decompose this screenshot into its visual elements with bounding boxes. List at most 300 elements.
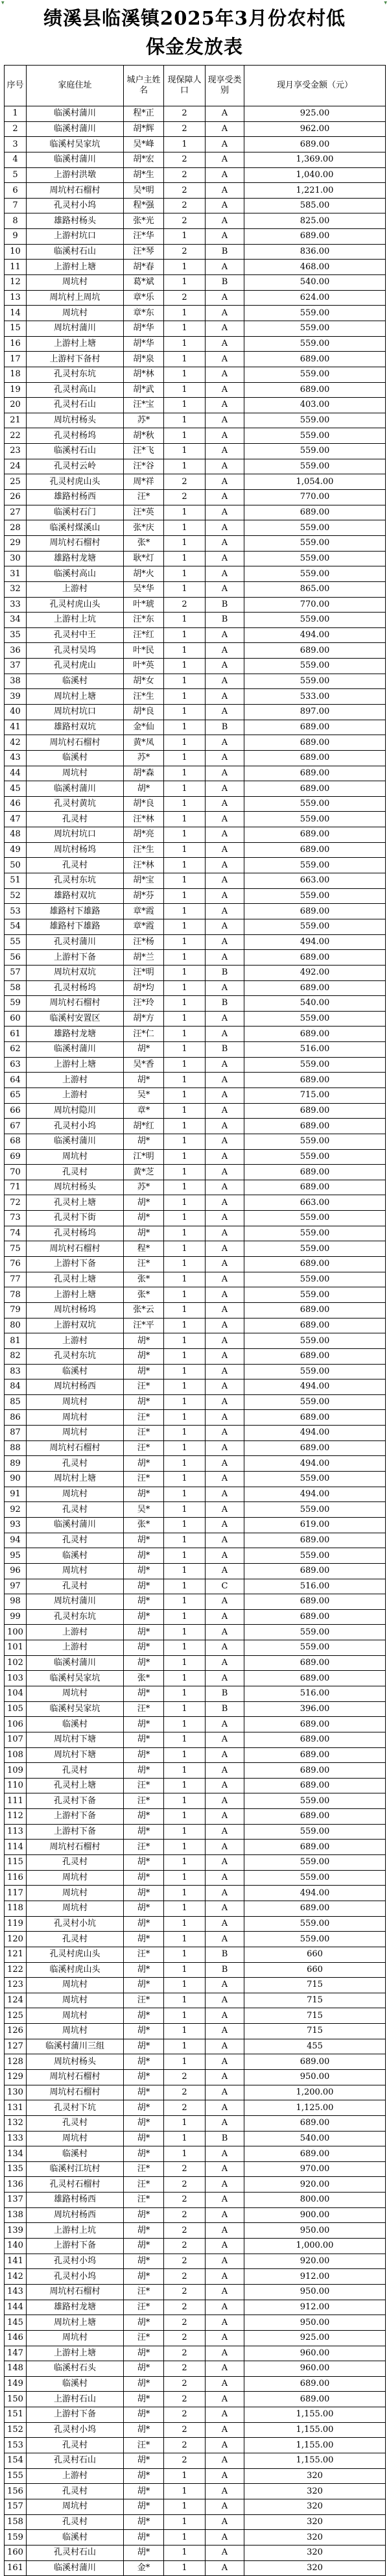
- cell-people: 2: [164, 2177, 206, 2193]
- cell-people: 1: [164, 2545, 206, 2560]
- cell-head-name: 胡*: [124, 2085, 164, 2100]
- cell-amount: 689.00: [244, 766, 386, 781]
- cell-people: 1: [164, 904, 206, 919]
- cell-category: A: [206, 1027, 244, 1042]
- cell-people: 1: [164, 613, 206, 628]
- cell-seq: 153: [5, 2438, 27, 2453]
- table-row: [5, 137, 386, 152]
- cell-category: A: [206, 2008, 244, 2024]
- cell-people: 1: [164, 980, 206, 996]
- cell-head-name: 胡*: [124, 2146, 164, 2162]
- cell-amount: 1,155.00: [244, 2407, 386, 2423]
- cell-seq: 103: [5, 1671, 27, 1686]
- cell-amount: 689.00: [244, 2376, 386, 2392]
- cell-seq: 62: [5, 1042, 27, 1058]
- header-seq: 序号: [5, 66, 27, 106]
- cell-address: 孔灵村上塘: [27, 1195, 124, 1211]
- table-row: [5, 1379, 386, 1395]
- cell-head-name: 胡*: [124, 781, 164, 797]
- cell-head-name: 胡*泉: [124, 352, 164, 367]
- cell-seq: 46: [5, 796, 27, 812]
- cell-head-name: 叶*琥: [124, 597, 164, 613]
- cell-head-name: 胡*: [124, 1870, 164, 1886]
- cell-seq: 79: [5, 1302, 27, 1318]
- cell-address: 周坑村: [27, 1886, 124, 1901]
- cell-seq: 61: [5, 1027, 27, 1042]
- cell-seq: 102: [5, 1655, 27, 1671]
- cell-category: B: [206, 996, 244, 1012]
- cell-people: 1: [164, 581, 206, 597]
- cell-people: 2: [164, 2438, 206, 2453]
- cell-head-name: 胡*生: [124, 167, 164, 183]
- cell-head-name: 胡*: [124, 2468, 164, 2484]
- cell-people: 2: [164, 2361, 206, 2377]
- cell-amount: 540.00: [244, 2131, 386, 2146]
- cell-head-name: 胡*: [124, 2361, 164, 2377]
- cell-amount: 689.00: [244, 2392, 386, 2407]
- cell-address: 孔灵村上塘: [27, 1272, 124, 1287]
- cell-people: 1: [164, 229, 206, 245]
- table-row: [5, 1717, 386, 1732]
- cell-seq: 36: [5, 643, 27, 659]
- table-row: [5, 888, 386, 904]
- table-row: [5, 1732, 386, 1747]
- table-row: [5, 352, 386, 367]
- cell-people: 1: [164, 643, 206, 659]
- cell-category: A: [206, 1932, 244, 1947]
- cell-head-name: 胡*亮: [124, 827, 164, 843]
- cell-head-name: 汪*飞: [124, 444, 164, 459]
- cell-amount: 455: [244, 2039, 386, 2054]
- table-row: [5, 704, 386, 720]
- cell-amount: 950.00: [244, 2315, 386, 2331]
- cell-amount: 689.00: [244, 1165, 386, 1180]
- cell-seq: 19: [5, 382, 27, 398]
- cell-head-name: 张*: [124, 1287, 164, 1303]
- table-row: [5, 183, 386, 199]
- cell-people: 2: [164, 121, 206, 137]
- table-row: [5, 106, 386, 122]
- cell-amount: 689.00: [244, 1119, 386, 1134]
- cell-address: 孔灵村石山: [27, 2545, 124, 2560]
- cell-seq: 100: [5, 1625, 27, 1640]
- table-header-row: [5, 66, 386, 106]
- cell-seq: 136: [5, 2177, 27, 2193]
- cell-category: A: [206, 2453, 244, 2469]
- cell-people: 1: [164, 1211, 206, 1226]
- table-row: [5, 674, 386, 689]
- cell-amount: 559.00: [244, 1134, 386, 1149]
- cell-seq: 4: [5, 152, 27, 167]
- cell-seq: 110: [5, 1778, 27, 1793]
- cell-people: 2: [164, 2376, 206, 2392]
- cell-amount: 559.00: [244, 336, 386, 352]
- cell-category: A: [206, 1855, 244, 1871]
- cell-amount: 689.00: [244, 2115, 386, 2131]
- table-row: [5, 505, 386, 520]
- cell-head-name: 汪*: [124, 1701, 164, 1717]
- cell-category: B: [206, 1962, 244, 1978]
- cell-head-name: 胡*: [124, 2039, 164, 2054]
- cell-seq: 41: [5, 720, 27, 735]
- cell-people: 1: [164, 1870, 206, 1886]
- cell-category: A: [206, 1717, 244, 1732]
- table-row: [5, 2422, 386, 2438]
- cell-amount: 770.00: [244, 597, 386, 613]
- cell-people: 1: [164, 1057, 206, 1073]
- cell-amount: 689.00: [244, 643, 386, 659]
- cell-seq: 134: [5, 2146, 27, 2162]
- cell-head-name: 汪*平: [124, 1318, 164, 1333]
- cell-address: 上游村上塘: [27, 260, 124, 275]
- cell-head-name: 汪*: [124, 1778, 164, 1793]
- cell-amount: 559.00: [244, 674, 386, 689]
- cell-address: 周坑村: [27, 275, 124, 291]
- cell-category: A: [206, 812, 244, 827]
- table-row: [5, 2560, 386, 2576]
- table-row: [5, 1579, 386, 1594]
- cell-head-name: 汪*: [124, 2177, 164, 2193]
- cell-seq: 37: [5, 659, 27, 674]
- cell-seq: 86: [5, 1410, 27, 1426]
- cell-category: A: [206, 581, 244, 597]
- cell-people: 1: [164, 505, 206, 520]
- cell-head-name: 汪*: [124, 1472, 164, 1487]
- cell-head-name: 胡*宝: [124, 873, 164, 889]
- cell-amount: 516.00: [244, 1042, 386, 1058]
- cell-seq: 143: [5, 2284, 27, 2300]
- cell-people: 1: [164, 2514, 206, 2530]
- table-row: [5, 244, 386, 260]
- table-row: [5, 2207, 386, 2223]
- cell-amount: 559.00: [244, 1824, 386, 1840]
- cell-amount: 970.00: [244, 2161, 386, 2177]
- cell-address: 上游村上塘: [27, 1287, 124, 1303]
- cell-address: 孔灵村: [27, 1855, 124, 1871]
- cell-category: A: [206, 1655, 244, 1671]
- cell-category: A: [206, 2438, 244, 2453]
- cell-head-name: 汪*: [124, 2193, 164, 2208]
- cell-category: A: [206, 1502, 244, 1518]
- table-row: [5, 1548, 386, 1564]
- cell-category: B: [206, 1686, 244, 1701]
- cell-category: A: [206, 1211, 244, 1226]
- cell-category: A: [206, 1533, 244, 1548]
- cell-seq: 60: [5, 1011, 27, 1027]
- cell-people: 1: [164, 1533, 206, 1548]
- cell-address: 临溪村安置区: [27, 1011, 124, 1027]
- cell-seq: 49: [5, 842, 27, 858]
- cell-address: 周坑村石榴村: [27, 2284, 124, 2300]
- cell-people: 1: [164, 1241, 206, 1257]
- cell-address: 周坑村石榴村: [27, 535, 124, 551]
- cell-people: 1: [164, 766, 206, 781]
- cell-address: 孔灵村云岭: [27, 459, 124, 474]
- cell-category: A: [206, 1840, 244, 1855]
- cell-amount: 559.00: [244, 1640, 386, 1656]
- cell-people: 1: [164, 950, 206, 966]
- cell-amount: 320: [244, 2514, 386, 2530]
- table-row: [5, 1149, 386, 1165]
- table-row: [5, 2453, 386, 2469]
- cell-people: 1: [164, 1747, 206, 1763]
- cell-seq: 30: [5, 551, 27, 566]
- cell-address: 上游村双坑: [27, 1318, 124, 1333]
- cell-category: A: [206, 413, 244, 428]
- cell-address: 临溪村: [27, 674, 124, 689]
- cell-people: 1: [164, 520, 206, 536]
- table-row: [5, 260, 386, 275]
- cell-head-name: 汪*谷: [124, 459, 164, 474]
- cell-seq: 42: [5, 735, 27, 751]
- cell-seq: 59: [5, 996, 27, 1012]
- cell-people: 1: [164, 1763, 206, 1779]
- table-row: [5, 1778, 386, 1793]
- cell-head-name: 胡*女: [124, 674, 164, 689]
- cell-head-name: 胡*: [124, 2115, 164, 2131]
- cell-people: 1: [164, 1287, 206, 1303]
- cell-people: 1: [164, 1793, 206, 1809]
- cell-amount: 689.00: [244, 781, 386, 797]
- table-row: [5, 121, 386, 137]
- cell-head-name: 胡*: [124, 2484, 164, 2499]
- cell-category: B: [206, 597, 244, 613]
- cell-address: 周坑村: [27, 1563, 124, 1579]
- cell-category: A: [206, 1257, 244, 1272]
- cell-amount: 689.00: [244, 1763, 386, 1779]
- cell-seq: 64: [5, 1073, 27, 1088]
- cell-head-name: 汪*琴: [124, 244, 164, 260]
- cell-address: 周坑村杨头: [27, 1180, 124, 1195]
- cell-amount: 715: [244, 1978, 386, 1993]
- cell-seq: 156: [5, 2484, 27, 2499]
- cell-people: 1: [164, 2530, 206, 2546]
- cell-people: 1: [164, 1932, 206, 1947]
- cell-people: 2: [164, 474, 206, 490]
- cell-head-name: 胡*: [124, 1824, 164, 1840]
- cell-amount: 494.00: [244, 1379, 386, 1395]
- cell-amount: 689.00: [244, 2146, 386, 2162]
- cell-amount: 559.00: [244, 306, 386, 321]
- cell-people: 1: [164, 996, 206, 1012]
- table-row: [5, 2008, 386, 2024]
- cell-category: A: [206, 2514, 244, 2530]
- cell-category: A: [206, 934, 244, 950]
- cell-category: A: [206, 1870, 244, 1886]
- cell-category: A: [206, 1088, 244, 1104]
- cell-head-name: 汪*: [124, 1410, 164, 1426]
- cell-people: 2: [164, 2315, 206, 2331]
- cell-head-name: 胡*秋: [124, 428, 164, 444]
- cell-address: 孔灵村: [27, 1763, 124, 1779]
- cell-amount: 468.00: [244, 260, 386, 275]
- cell-head-name: 胡*: [124, 2008, 164, 2024]
- cell-category: A: [206, 2207, 244, 2223]
- cell-category: A: [206, 980, 244, 996]
- cell-head-name: 胡*良: [124, 704, 164, 720]
- cell-head-name: 江*明: [124, 1149, 164, 1165]
- cell-address: 孔灵村虎山: [27, 659, 124, 674]
- cell-people: 2: [164, 2453, 206, 2469]
- table-row: [5, 1809, 386, 1825]
- cell-amount: 559.00: [244, 659, 386, 674]
- table-row: [5, 2085, 386, 2100]
- cell-people: 2: [164, 183, 206, 199]
- cell-category: B: [206, 275, 244, 291]
- cell-people: 2: [164, 2346, 206, 2361]
- table-row: [5, 2239, 386, 2254]
- cell-amount: 689.00: [244, 1732, 386, 1747]
- cell-amount: 624.00: [244, 290, 386, 306]
- cell-people: 1: [164, 1517, 206, 1533]
- cell-amount: 559.00: [244, 1793, 386, 1809]
- cell-people: 1: [164, 2008, 206, 2024]
- cell-head-name: 胡*: [124, 1394, 164, 1410]
- cell-seq: 33: [5, 597, 27, 613]
- cell-people: 2: [164, 2284, 206, 2300]
- cell-people: 2: [164, 2161, 206, 2177]
- cell-people: 2: [164, 2070, 206, 2085]
- table-row: [5, 213, 386, 229]
- cell-address: 孔灵村小坞: [27, 2422, 124, 2438]
- cell-address: 上游村上塘: [27, 336, 124, 352]
- table-row: [5, 965, 386, 980]
- cell-head-name: 胡*: [124, 1855, 164, 1871]
- cell-head-name: 吴*明: [124, 183, 164, 199]
- cell-people: 1: [164, 627, 206, 643]
- cell-category: A: [206, 2422, 244, 2438]
- cell-head-name: 胡*: [124, 1195, 164, 1211]
- cell-address: 临溪村: [27, 2146, 124, 2162]
- cell-people: 2: [164, 2239, 206, 2254]
- cell-amount: 689.00: [244, 1348, 386, 1364]
- cell-people: 1: [164, 1502, 206, 1518]
- cell-category: A: [206, 2346, 244, 2361]
- cell-seq: 114: [5, 1840, 27, 1855]
- cell-people: 1: [164, 1609, 206, 1625]
- table-row: [5, 1747, 386, 1763]
- cell-amount: 494.00: [244, 934, 386, 950]
- cell-amount: 689.00: [244, 980, 386, 996]
- cell-amount: 516.00: [244, 1579, 386, 1594]
- cell-head-name: 程*正: [124, 106, 164, 122]
- title-line-2: 保金发放表: [145, 36, 243, 58]
- cell-amount: 559.00: [244, 1625, 386, 1640]
- cell-head-name: 胡*: [124, 2545, 164, 2560]
- cell-head-name: 胡*: [124, 1211, 164, 1226]
- cell-seq: 47: [5, 812, 27, 827]
- cell-seq: 85: [5, 1394, 27, 1410]
- cell-head-name: 苏*: [124, 1180, 164, 1195]
- cell-category: A: [206, 183, 244, 199]
- table-row: [5, 1932, 386, 1947]
- cell-amount: 689.00: [244, 720, 386, 735]
- cell-people: 1: [164, 1364, 206, 1379]
- table-row: [5, 1302, 386, 1318]
- table-body: [5, 106, 386, 2576]
- cell-seq: 45: [5, 781, 27, 797]
- cell-head-name: 汪*红: [124, 627, 164, 643]
- table-row: [5, 1472, 386, 1487]
- cell-category: A: [206, 121, 244, 137]
- cell-address: 周坑村石榴村: [27, 2085, 124, 2100]
- header-address: 家庭住址: [27, 66, 124, 106]
- cell-amount: 559.00: [244, 459, 386, 474]
- cell-people: 1: [164, 1625, 206, 1640]
- cell-head-name: 汪*: [124, 2284, 164, 2300]
- cell-address: 临溪村: [27, 750, 124, 766]
- cell-address: 雄路村龙塘: [27, 551, 124, 566]
- cell-amount: 689.00: [244, 1809, 386, 1825]
- cell-amount: 689.00: [244, 1563, 386, 1579]
- cell-people: 1: [164, 2115, 206, 2131]
- table-row: [5, 1333, 386, 1349]
- cell-head-name: 金*仙: [124, 720, 164, 735]
- cell-people: 2: [164, 2422, 206, 2438]
- cell-head-name: 章*霞: [124, 904, 164, 919]
- cell-head-name: 汪*林: [124, 812, 164, 827]
- cell-head-name: 汪*宝: [124, 398, 164, 413]
- cell-address: 周坑村: [27, 766, 124, 781]
- table-row: [5, 1947, 386, 1962]
- cell-seq: 150: [5, 2392, 27, 2407]
- cell-category: A: [206, 1978, 244, 1993]
- table-row: [5, 1978, 386, 1993]
- header-people: 现保障人口: [164, 66, 206, 106]
- cell-amount: 619.00: [244, 1517, 386, 1533]
- cell-head-name: 胡*: [124, 1901, 164, 1916]
- cell-address: 孔灵村吴坞: [27, 643, 124, 659]
- cell-amount: 559.00: [244, 796, 386, 812]
- cell-address: 孔灵村上塘: [27, 1778, 124, 1793]
- table-row: [5, 689, 386, 705]
- cell-people: 1: [164, 275, 206, 291]
- cell-head-name: 胡*红: [124, 1119, 164, 1134]
- cell-amount: 559.00: [244, 321, 386, 336]
- cell-people: 1: [164, 1916, 206, 1932]
- cell-category: A: [206, 1165, 244, 1180]
- cell-people: 1: [164, 934, 206, 950]
- table-row: [5, 2100, 386, 2116]
- cell-seq: 101: [5, 1640, 27, 1656]
- cell-category: A: [206, 520, 244, 536]
- cell-seq: 70: [5, 1165, 27, 1180]
- cell-category: A: [206, 1640, 244, 1656]
- table-row: [5, 2177, 386, 2193]
- cell-amount: 1,040.00: [244, 167, 386, 183]
- table-row: [5, 904, 386, 919]
- cell-address: 临溪村石山: [27, 244, 124, 260]
- cell-amount: 320: [244, 2560, 386, 2576]
- cell-people: 1: [164, 1379, 206, 1395]
- cell-head-name: 胡*: [124, 2376, 164, 2392]
- cell-people: 1: [164, 2039, 206, 2054]
- cell-amount: 715: [244, 2008, 386, 2024]
- cell-seq: 28: [5, 520, 27, 536]
- cell-address: 孔灵村高山: [27, 382, 124, 398]
- cell-category: A: [206, 474, 244, 490]
- cell-people: 2: [164, 2330, 206, 2346]
- cell-head-name: 程*强: [124, 198, 164, 213]
- cell-amount: 920.00: [244, 2254, 386, 2269]
- cell-seq: 142: [5, 2269, 27, 2285]
- cell-seq: 78: [5, 1287, 27, 1303]
- cell-people: 1: [164, 321, 206, 336]
- cell-head-name: 胡*森: [124, 766, 164, 781]
- cell-amount: 559.00: [244, 428, 386, 444]
- cell-seq: 121: [5, 1947, 27, 1962]
- cell-amount: 770.00: [244, 490, 386, 505]
